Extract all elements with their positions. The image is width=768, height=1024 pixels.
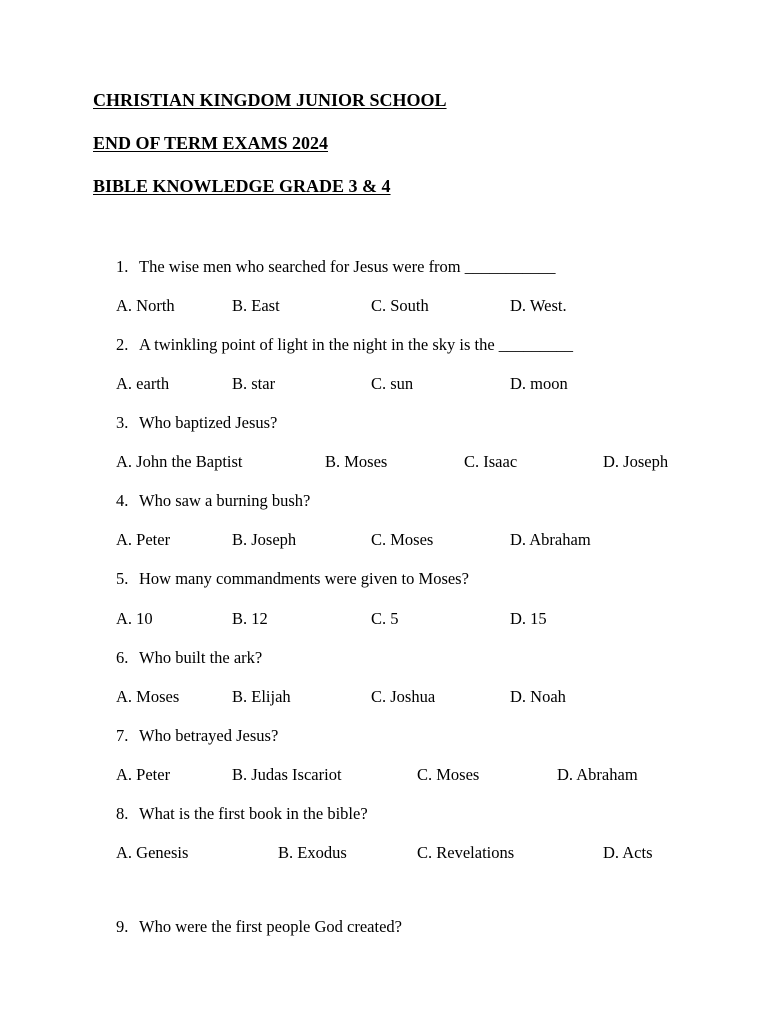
option-c: C. sun <box>371 374 414 393</box>
answer-options-2 <box>0 376 768 396</box>
option-b: B. 12 <box>232 609 268 628</box>
answer-options-4 <box>0 532 768 552</box>
option-a: A. Peter <box>116 765 171 784</box>
question-3 <box>116 415 277 432</box>
question-4 <box>116 493 310 510</box>
option-a: A. earth <box>116 374 170 393</box>
question-text: Who saw a burning bush? <box>139 491 311 510</box>
option-d: D. Joseph <box>603 452 669 471</box>
option-c: C. Revelations <box>417 843 515 862</box>
option-c: C. Moses <box>371 530 434 549</box>
question-number: 5. <box>116 569 129 588</box>
answer-options-6 <box>0 689 768 709</box>
option-d: D. Abraham <box>510 530 591 549</box>
question-text: What is the first book in the bible? <box>139 804 368 823</box>
answer-options-5 <box>0 611 768 631</box>
option-d: D. Acts <box>603 843 653 862</box>
exam-title: END OF TERM EXAMS 2024 <box>93 133 329 153</box>
question-text: How many commandments were given to Moses? <box>139 569 469 588</box>
answer-options-7 <box>0 767 768 787</box>
option-c: C. Isaac <box>464 452 518 471</box>
question-number: 2. <box>116 335 129 354</box>
question-text: Who baptized Jesus? <box>139 413 278 432</box>
option-b: B. Exodus <box>278 843 347 862</box>
option-b: B. Joseph <box>232 530 297 549</box>
question-number: 3. <box>116 413 129 432</box>
option-a: A. John the Baptist <box>116 452 243 471</box>
subject-title: BIBLE KNOWLEDGE GRADE 3 & 4 <box>93 176 391 196</box>
question-number: 8. <box>116 804 129 823</box>
option-a: A. Peter <box>116 530 171 549</box>
option-c: C. Joshua <box>371 687 436 706</box>
option-a: A. North <box>116 296 175 315</box>
question-text: The wise men who searched for Jesus were from ___________ <box>139 257 556 276</box>
option-b: B. Judas Iscariot <box>232 765 342 784</box>
question-text: Who were the first people God created? <box>139 917 402 936</box>
question-text: Who betrayed Jesus? <box>139 726 279 745</box>
question-number: 9. <box>116 917 129 936</box>
option-b: B. East <box>232 296 280 315</box>
option-b: B. Moses <box>325 452 388 471</box>
answer-options-8 <box>0 845 768 865</box>
question-number: 4. <box>116 491 129 510</box>
option-c: C. 5 <box>371 609 399 628</box>
option-a: A. Genesis <box>116 843 189 862</box>
school-name: CHRISTIAN KINGDOM JUNIOR SCHOOL <box>93 90 447 110</box>
answer-options-3 <box>0 454 768 474</box>
question-text: Who built the ark? <box>139 648 263 667</box>
question-7 <box>116 728 278 745</box>
question-number: 6. <box>116 648 129 667</box>
option-d: D. Abraham <box>557 765 638 784</box>
answer-options-1 <box>0 298 768 318</box>
question-9 <box>116 919 402 936</box>
question-6 <box>116 650 262 667</box>
option-d: D. 15 <box>510 609 547 628</box>
question-5 <box>116 571 469 588</box>
question-number: 1. <box>116 257 129 276</box>
option-a: A. Moses <box>116 687 180 706</box>
question-8 <box>116 806 368 823</box>
option-c: C. South <box>371 296 429 315</box>
option-b: B. star <box>232 374 276 393</box>
option-d: D. Noah <box>510 687 566 706</box>
option-b: B. Elijah <box>232 687 291 706</box>
question-number: 7. <box>116 726 129 745</box>
option-a: A. 10 <box>116 609 153 628</box>
question-2 <box>116 337 573 354</box>
question-text: A twinkling point of light in the night in the sky is the _________ <box>139 335 574 354</box>
question-1 <box>116 259 556 276</box>
option-d: D. moon <box>510 374 568 393</box>
option-d: D. West. <box>510 296 567 315</box>
option-c: C. Moses <box>417 765 480 784</box>
